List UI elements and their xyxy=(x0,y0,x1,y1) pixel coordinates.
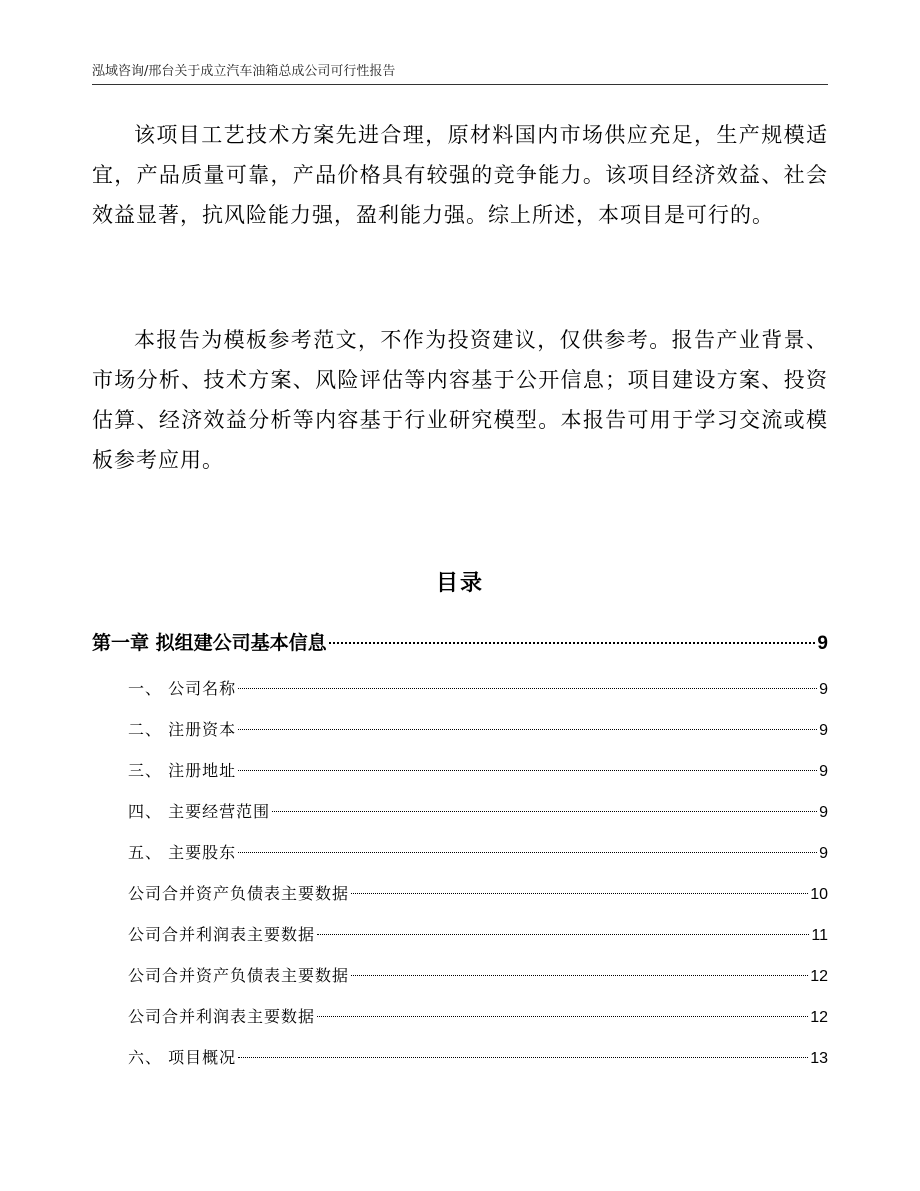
toc-item-page: 9 xyxy=(819,804,828,821)
toc-item-page: 9 xyxy=(819,845,828,862)
toc-item-label: 公司合并资产负债表主要数据 xyxy=(128,884,350,903)
toc-item-label: 公司合并利润表主要数据 xyxy=(128,1007,316,1026)
toc-item-income-statement-2[interactable] xyxy=(92,996,828,1037)
toc-title: 目录 xyxy=(435,571,484,596)
toc-dot-leader xyxy=(317,934,809,935)
toc-item-page: 9 xyxy=(819,681,828,698)
toc-item-label: 六、 项目概况 xyxy=(128,1048,237,1067)
toc-dot-leader xyxy=(351,975,808,976)
toc-dot-leader xyxy=(351,893,808,894)
toc-item-page: 10 xyxy=(810,886,828,903)
running-header: 泓域咨询/邢台关于成立汽车油箱总成公司可行性报告 xyxy=(92,64,396,79)
toc-dot-leader xyxy=(238,852,817,853)
toc-item-company-name[interactable] xyxy=(92,668,828,709)
toc-item-shareholders[interactable] xyxy=(92,832,828,873)
toc-chapter-1[interactable] xyxy=(92,623,828,663)
toc-item-label: 五、 主要股东 xyxy=(128,843,237,862)
body-paragraph-feasibility: 该项目工艺技术方案先进合理，原材料国内市场供应充足，生产规模适宜，产品质量可靠，产品价格具有较强的竞争能力。该项目经济效益、社会效益显著，抗风险能力强，盈利能力强。综上所述，本项目是可行的。 xyxy=(92,123,828,227)
toc-item-page: 13 xyxy=(810,1050,828,1067)
toc-item-balance-sheet-1[interactable] xyxy=(92,873,828,914)
toc-dot-leader xyxy=(238,729,817,730)
toc-item-registered-address[interactable] xyxy=(92,750,828,791)
toc-item-label: 二、 注册资本 xyxy=(128,720,237,739)
toc-item-page: 11 xyxy=(811,927,828,944)
toc-item-label: 三、 注册地址 xyxy=(128,761,237,780)
header-divider xyxy=(92,84,828,85)
toc-dot-leader xyxy=(317,1016,808,1017)
toc-chapter-label: 第一章 拟组建公司基本信息 xyxy=(92,632,327,654)
toc-item-label: 公司合并利润表主要数据 xyxy=(128,925,316,944)
toc-item-label: 四、 主要经营范围 xyxy=(128,802,271,821)
toc-dot-leader xyxy=(238,1057,808,1058)
toc-chapter-page: 9 xyxy=(817,633,828,654)
toc-item-page: 12 xyxy=(810,1009,828,1026)
toc-item-registered-capital[interactable] xyxy=(92,709,828,750)
toc-item-business-scope[interactable] xyxy=(92,791,828,832)
toc-dot-leader xyxy=(272,811,817,812)
toc-item-label: 一、 公司名称 xyxy=(128,679,237,698)
toc-item-page: 12 xyxy=(810,968,828,985)
toc-item-balance-sheet-2[interactable] xyxy=(92,955,828,996)
toc-dot-leader xyxy=(238,770,817,771)
toc-item-project-overview[interactable] xyxy=(92,1037,828,1078)
body-paragraph-disclaimer: 本报告为模板参考范文，不作为投资建议，仅供参考。报告产业背景、市场分析、技术方案、风险评估等内容基于公开信息；项目建设方案、投资估算、经济效益分析等内容基于行业研究模型。本报告可用于学习交流或模板参考应用。 xyxy=(92,328,828,472)
table-of-contents xyxy=(92,623,828,1078)
toc-item-page: 9 xyxy=(819,763,828,780)
toc-dot-leader xyxy=(238,688,817,689)
toc-item-label: 公司合并资产负债表主要数据 xyxy=(128,966,350,985)
toc-item-page: 9 xyxy=(819,722,828,739)
toc-item-income-statement-1[interactable] xyxy=(92,914,828,955)
toc-dot-leader xyxy=(329,642,816,644)
